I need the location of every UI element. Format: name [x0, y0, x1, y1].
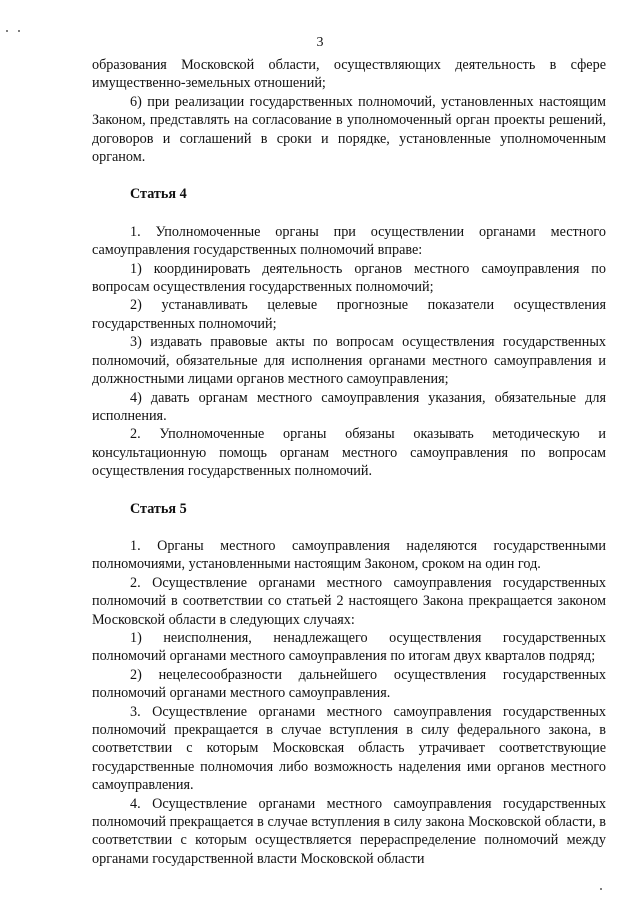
scan-speck: [6, 30, 8, 32]
article-4-paragraph: 3) издавать правовые акты по вопросам осуществления государственных полномочий, обязательные для исполнения органами местного самоуправления и должностными лицами органов местного самоуправления;: [92, 334, 606, 388]
article-4-paragraph: 2) устанавливать целевые прогнозные показатели осуществления государственных полномочий;: [92, 297, 606, 332]
page-number: 3: [316, 35, 324, 50]
scan-speck: [600, 888, 602, 890]
paragraph-item-6: 6) при реализации государственных полномочий, установленных настоящим Законом, представлять на согласование в уполномоченный орган проекты решений, договоров и соглашений в сроки и порядке, установленные уполномоченным органом.: [92, 93, 606, 166]
article-4-paragraph: 2. Уполномоченные органы обязаны оказывать методическую и консультационную помощь органам местного самоуправления по вопросам осуществления государственных полномочий.: [92, 426, 606, 480]
scan-speck: [18, 30, 20, 32]
article-4-heading: Статья 4: [130, 186, 187, 203]
article-5-paragraph: 1. Органы местного самоуправления наделяются государственными полномочиями, установленными настоящим Законом, сроком на один год.: [92, 537, 606, 573]
article-5-heading: Статья 5: [130, 500, 187, 517]
article-4-paragraph: 4) давать органам местного самоуправления указания, обязательные для исполнения.: [92, 389, 606, 424]
paragraph-intro-continued: образования Московской области, осуществляющих деятельность в сфере имущественно-земельных отношений;: [92, 57, 606, 92]
article-4-paragraph: 1) координировать деятельность органов местного самоуправления по вопросам осуществления государственных полномочий;: [92, 260, 606, 296]
article-5-paragraph: 4. Осуществление органами местного самоуправления государственных полномочий прекращается в случае вступления в силу закона Московской области, в соответствии с которым осуществляется перераспределение полномочий между органами государственной власти Московской области: [92, 795, 606, 867]
article-5-paragraph: 3. Осуществление органами местного самоуправления государственных полномочий прекращается в случае вступления в силу федерального закона, в соответствии с которым Московская область утрачивает соответствующие государственные полномочия либо возможность наделения ими органов местного самоуправления.: [92, 703, 606, 794]
document-body: [92, 56, 606, 868]
article-4-paragraph: 1. Уполномоченные органы при осуществлении органами местного самоуправления государственных полномочий вправе:: [92, 223, 606, 259]
article-5-paragraph: 1) неисполнения, ненадлежащего осуществления государственных полномочий органами местного самоуправления по итогам двух кварталов подряд;: [92, 629, 606, 665]
article-5-paragraph: 2. Осуществление органами местного самоуправления государственных полномочий в соответствии со статьей 2 настоящего Закона прекращается законом Московской области в следующих случаях:: [92, 574, 606, 628]
article-5-paragraph: 2) нецелесообразности дальнейшего осуществления государственных полномочий органами местного самоуправления.: [92, 666, 606, 702]
